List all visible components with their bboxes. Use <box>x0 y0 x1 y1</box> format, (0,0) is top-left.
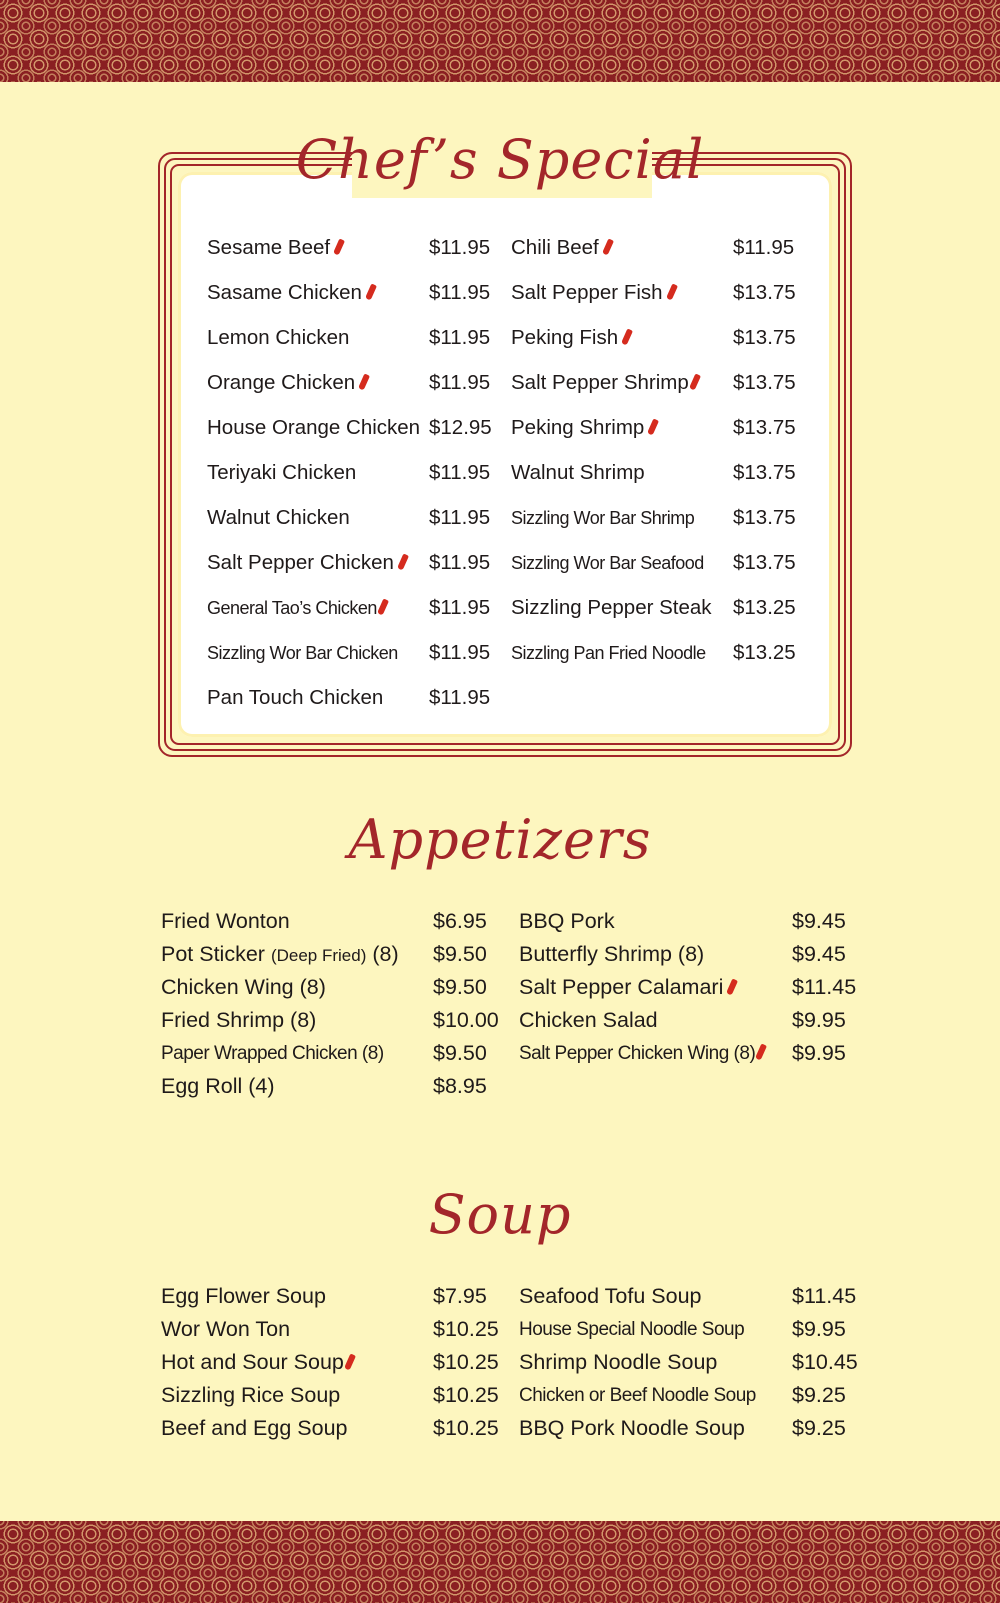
chili-pepper-icon <box>726 978 738 995</box>
item-name: Salt Pepper Fish <box>511 281 663 304</box>
item-price: $11.95 <box>429 461 491 484</box>
item-name: Sizzling Wor Bar Shrimp <box>511 508 695 528</box>
item-price: $11.95 <box>429 551 491 574</box>
item-price: $9.95 <box>792 1008 846 1032</box>
item-name: Pot Sticker <box>161 942 265 966</box>
item-name: Sizzling Wor Bar Seafood <box>511 553 704 573</box>
item-price: $10.45 <box>792 1350 858 1374</box>
item-name: Seafood Tofu Soup <box>519 1284 702 1308</box>
item-note: (Deep Fried) <box>270 946 367 965</box>
item-price: $9.95 <box>792 1041 846 1065</box>
item-name: Pan Touch Chicken <box>207 686 384 709</box>
item-name: Hot and Sour Soup <box>161 1350 344 1374</box>
item-price: $7.95 <box>433 1284 487 1308</box>
item-price: $11.95 <box>429 281 491 304</box>
bottom-pattern-band <box>0 1521 1000 1603</box>
item-price: $9.45 <box>792 909 846 933</box>
item-name: Egg Roll (4) <box>161 1074 275 1098</box>
item-name: Sizzling Pepper Steak <box>511 596 712 619</box>
item-name: Walnut Chicken <box>207 506 350 529</box>
item-name: Sizzling Wor Bar Chicken <box>207 643 398 663</box>
item-name: Peking Shrimp <box>511 416 645 439</box>
item-price: $11.95 <box>429 641 491 664</box>
item-price: $11.45 <box>792 1284 857 1308</box>
item-price: $13.75 <box>733 326 796 349</box>
item-name: Lemon Chicken <box>207 326 350 349</box>
item-price: $9.25 <box>792 1383 846 1407</box>
item-name: Sizzling Rice Soup <box>161 1383 341 1407</box>
item-price: $11.95 <box>429 236 491 259</box>
soup-title: Soup <box>428 1183 572 1246</box>
item-price: $9.45 <box>792 942 846 966</box>
item-name: Egg Flower Soup <box>161 1284 326 1308</box>
item-price: $10.00 <box>433 1008 499 1032</box>
item-name: Beef and Egg Soup <box>161 1416 348 1440</box>
item-name: Chicken Wing (8) <box>161 975 326 999</box>
item-price: $8.95 <box>433 1074 487 1098</box>
item-name: Wor Won Ton <box>161 1317 291 1341</box>
item-name: Walnut Shrimp <box>511 461 645 484</box>
item-count: (8) <box>372 942 399 966</box>
item-price: $11.95 <box>429 596 491 619</box>
item-price: $11.95 <box>429 371 491 394</box>
item-name: Chili Beef <box>511 236 599 259</box>
item-name: Salt Pepper Chicken Wing (8) <box>519 1043 756 1064</box>
item-price: $10.25 <box>433 1350 499 1374</box>
item-price: $13.75 <box>733 551 796 574</box>
item-price: $11.45 <box>792 975 857 999</box>
item-name: Butterfly Shrimp (8) <box>519 942 705 966</box>
item-name: Chicken Salad <box>519 1008 658 1032</box>
item-name: Fried Shrimp (8) <box>161 1008 317 1032</box>
item-price: $13.25 <box>733 596 796 619</box>
item-price: $13.75 <box>733 416 796 439</box>
item-price: $11.95 <box>429 506 491 529</box>
item-name: Chicken or Beef Noodle Soup <box>519 1385 756 1406</box>
item-name: Salt Pepper Shrimp <box>511 371 689 394</box>
item-name: BBQ Pork Noodle Soup <box>519 1416 745 1440</box>
item-price: $6.95 <box>433 909 487 933</box>
item-name: Paper Wrapped Chicken (8) <box>161 1043 384 1064</box>
item-price: $10.25 <box>433 1317 499 1341</box>
item-name: Orange Chicken <box>207 371 356 394</box>
item-price: $13.75 <box>733 461 796 484</box>
chef-special-title: Chef’s Special <box>295 128 705 191</box>
item-price: $11.95 <box>429 686 491 709</box>
item-price: $13.25 <box>733 641 796 664</box>
item-name: Sizzling Pan Fried Noodle <box>511 643 706 663</box>
chili-pepper-icon <box>755 1043 767 1060</box>
item-price: $9.50 <box>433 975 487 999</box>
item-price: $12.95 <box>429 416 492 439</box>
item-name: House Special Noodle Soup <box>519 1319 745 1340</box>
item-name: Sesame Beef <box>207 236 331 259</box>
item-price: $9.50 <box>433 942 487 966</box>
appetizers-title: Appetizers <box>348 808 652 871</box>
item-name: Fried Wonton <box>161 909 290 933</box>
item-name: Sasame Chicken <box>207 281 362 304</box>
item-price: $10.25 <box>433 1383 499 1407</box>
item-price: $9.50 <box>433 1041 487 1065</box>
item-name: House Orange Chicken <box>207 416 421 439</box>
chili-pepper-icon <box>344 1353 356 1370</box>
item-price: $13.75 <box>733 281 796 304</box>
item-name: Peking Fish <box>511 326 619 349</box>
top-pattern-band <box>0 0 1000 82</box>
item-price: $9.95 <box>792 1317 846 1341</box>
item-name: BBQ Pork <box>519 909 615 933</box>
item-price: $13.75 <box>733 506 796 529</box>
item-price: $11.95 <box>733 236 795 259</box>
item-name: General Tao’s Chicken <box>207 598 377 618</box>
item-name: Shrimp Noodle Soup <box>519 1350 718 1374</box>
item-name: Salt Pepper Chicken <box>207 551 394 574</box>
item-price: $13.75 <box>733 371 796 394</box>
item-price: $11.95 <box>429 326 491 349</box>
item-price: $9.25 <box>792 1416 846 1440</box>
item-name: Salt Pepper Calamari <box>519 975 724 999</box>
item-price: $10.25 <box>433 1416 499 1440</box>
item-name: Teriyaki Chicken <box>207 461 357 484</box>
